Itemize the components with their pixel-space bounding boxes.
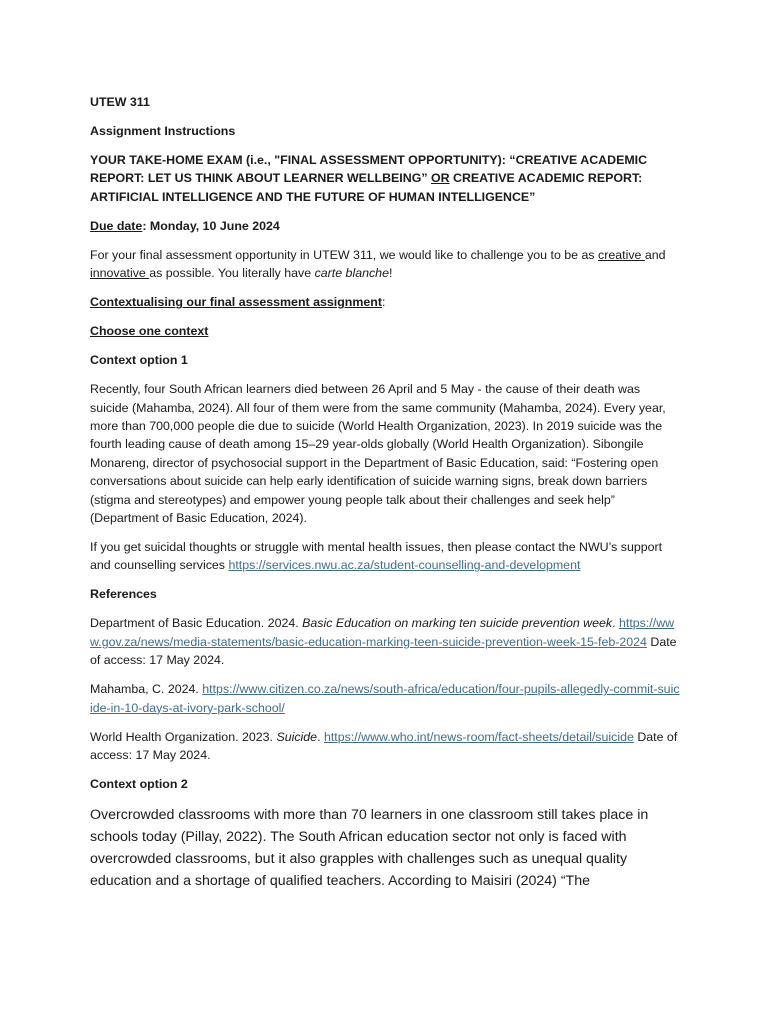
exam-title: YOUR TAKE-HOME EXAM (i.e., "FINAL ASSESSMENT OPPORTUNITY): “CREATIVE ACADEMIC REPORT: LET US THINK ABOUT LEARNER WELLBEING” OR CREATIVE ACADEMIC REPORT: ARTIFICIAL INTELLIGENCE AND THE FUTURE OF HUMAN INTELLIGENCE” (90, 153, 648, 204)
choose-context-heading: Choose one context (90, 324, 209, 339)
reference-item: World Health Organization. 2023. Suicide. https://www.who.int/news-room/fact-sheets/detail/suicide Date of access: 17 May 2024. (90, 729, 678, 763)
reference-item: Mahamba, C. 2024. https://www.citizen.co.za/news/south-africa/education/four-pupils-allegedly-commit-suicide-in-10-days-at-ivory-park-school/ (90, 682, 680, 715)
intro-paragraph: For your final assessment opportunity in UTEW 311, we would like to challenge you to be as creative and innovative as possible. You literally have carte blanche! (90, 247, 666, 281)
due-date-label: Due date (90, 218, 143, 233)
due-date (90, 217, 680, 235)
context-option-1-heading: Context option 1 (90, 353, 188, 368)
context-option-2-paragraph: Overcrowded classrooms with more than 70 learners in one classroom still takes place in schools today (Pillay, 2022). The South African education sector not only is faced with overcrowded classrooms, but it also grapples with challenges such as unequal quality education and a shortage of qualified teachers. According to Maisiri (2024) “The (90, 807, 649, 890)
reference-item: Department of Basic Education. 2024. Basic Education on marking ten suicide prevention week. https://www.gov.za/news/media-statements/basic-education-marking-teen-suicide-prevention-week-15-feb-2024 Date of access: 17 May 2024. (90, 616, 677, 668)
due-date-value: : Monday, 10 June 2024 (142, 218, 280, 233)
reference-link[interactable]: https://www.citizen.co.za/news/south-africa/education/four-pupils-allegedly-commit-suicide-in-10-days-at-ivory-park-school/ (90, 682, 680, 715)
contextualising-heading: Contextualising our final assessment assignment: (90, 295, 386, 310)
course-code: UTEW 311 (90, 95, 150, 109)
context-option-2-heading: Context option 2 (90, 777, 188, 792)
reference-link[interactable]: https://www.gov.za/news/media-statements/basic-education-marking-teen-suicide-prevention-week-15-feb-2024 (90, 616, 675, 649)
context-option-1-paragraph: Recently, four South African learners died between 26 April and 5 May - the cause of their death was suicide (Mahamba, 2024). All four of them were from the same community (Mahamba, 2024). Every year, more than 700,000 people die due to suicide (World Health Organization, 2023). In 2019 suicide was the fourth leading cause of death among 15–29 year-olds globally (World Health Organization). Sibongile Monareng, director of psychosocial support in the Department of Basic Education, said: “Fostering open conversations about suicide can help early identification of suicide warning signs, break down barriers (stigma and stereotypes) and empower young people talk about their challenges and seek help” (Department of Basic Education, 2024). (90, 382, 666, 526)
instructions-heading: Assignment Instructions (90, 124, 236, 138)
references-heading: References (90, 587, 157, 602)
reference-link[interactable]: https://www.who.int/news-room/fact-sheets/detail/suicide (323, 729, 634, 744)
document-body (90, 93, 680, 903)
support-counselling-link[interactable]: https://services.nwu.ac.za/student-counselling-and-development (228, 558, 581, 573)
support-paragraph: If you get suicidal thoughts or struggle with mental health issues, then please contact the NWU’s support and counselling services https://services.nwu.ac.za/student-counselling-and-development (90, 540, 663, 573)
or-underlined: OR (430, 171, 450, 186)
